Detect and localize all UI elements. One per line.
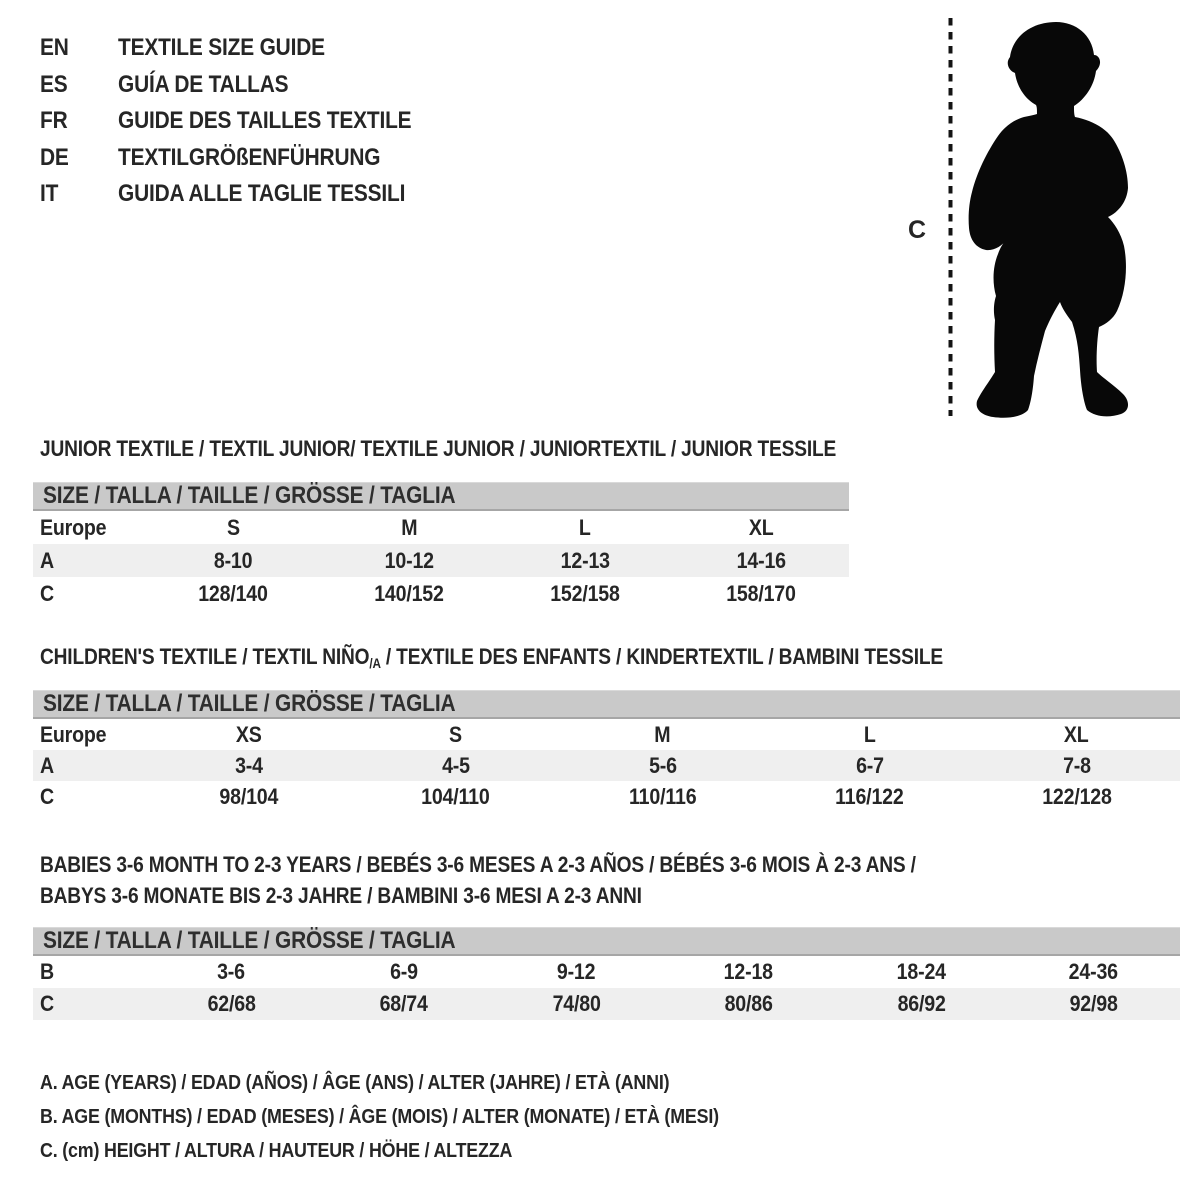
size-cell: 140/152	[374, 580, 444, 606]
row-label: Europe	[40, 721, 107, 747]
row-label: C	[40, 991, 54, 1016]
guide-title-es: GUÍA DE TALLAS	[118, 70, 289, 98]
children-title-prefix: CHILDREN'S TEXTILE / TEXTIL NIÑO	[40, 644, 370, 669]
size-cell: 7-8	[1062, 752, 1091, 778]
table-row	[33, 956, 1180, 988]
language-row-it	[40, 176, 455, 213]
row-label: C	[40, 783, 54, 809]
size-header-label: SIZE / TALLA / TAILLE / GRÖSSE / TAGLIA	[43, 927, 456, 954]
size-cell: 128/140	[198, 580, 268, 606]
legend	[40, 1066, 820, 1168]
size-cell: M	[400, 514, 418, 540]
size-cell: 122/128	[1041, 783, 1112, 809]
size-cell: 3-6	[217, 959, 246, 984]
legend-line-a: A. AGE (YEARS) / EDAD (AÑOS) / ÂGE (ANS) / ALTER (JAHRE) / ETÀ (ANNI)	[40, 1071, 670, 1094]
size-cell: 74/80	[552, 991, 601, 1016]
size-header-bar	[33, 482, 849, 511]
size-cell: 5-6	[648, 752, 677, 778]
height-measurement-figure	[905, 10, 1165, 430]
table-row	[33, 511, 849, 544]
size-cell: 116/122	[835, 783, 904, 809]
junior-section-title	[40, 433, 955, 464]
size-cell: 8-10	[213, 547, 253, 573]
size-cell: 68/74	[379, 991, 428, 1016]
language-row-fr	[40, 103, 455, 140]
size-cell: XL	[1064, 721, 1089, 747]
children-section-title	[40, 641, 1078, 679]
row-label: A	[40, 752, 54, 778]
size-cell: 14-16	[736, 547, 786, 573]
size-cell: 12-13	[560, 547, 610, 573]
babies-size-table	[33, 927, 1180, 1020]
size-cell: 6-9	[389, 959, 418, 984]
height-line-label: C	[908, 216, 926, 244]
size-cell: 4-5	[441, 752, 470, 778]
table-row	[33, 781, 1180, 812]
babies-title-line2: BABYS 3-6 MONATE BIS 2-3 JAHRE / BAMBINI 3-6 MESI A 2-3 ANNI	[40, 883, 642, 908]
row-label: C	[40, 580, 54, 606]
language-title-list	[40, 30, 455, 213]
size-cell: 10-12	[384, 547, 434, 573]
size-cell: 110/116	[628, 783, 697, 809]
size-cell: 104/110	[421, 783, 490, 809]
size-cell: L	[579, 514, 591, 540]
size-cell: S	[449, 721, 462, 747]
children-title-suffix: / TEXTILE DES ENFANTS / KINDERTEXTIL / BAMBINI TESSILE	[380, 644, 943, 669]
size-cell: 98/104	[219, 783, 278, 809]
size-cell: M	[654, 721, 671, 747]
children-size-table	[33, 690, 1180, 812]
size-cell: 152/158	[550, 580, 620, 606]
size-cell: 9-12	[557, 959, 596, 984]
language-code: FR	[40, 107, 68, 135]
language-code: EN	[40, 34, 69, 62]
size-cell: L	[863, 721, 876, 747]
size-header-label: SIZE / TALLA / TAILLE / GRÖSSE / TAGLIA	[43, 482, 456, 509]
table-row	[33, 719, 1180, 750]
table-row	[33, 750, 1180, 781]
language-row-de	[40, 140, 455, 177]
babies-title-line1: BABIES 3-6 MONTH TO 2-3 YEARS / BEBÉS 3-6 MESES A 2-3 AÑOS / BÉBÉS 3-6 MOIS À 2-3 ANS /	[40, 852, 916, 877]
size-cell: 80/86	[724, 991, 773, 1016]
size-cell: 158/170	[726, 580, 796, 606]
language-row-en	[40, 30, 455, 67]
junior-size-table	[33, 482, 849, 610]
size-cell: 86/92	[897, 991, 946, 1016]
legend-line-b: B. AGE (MONTHS) / EDAD (MESES) / ÂGE (MOIS) / ALTER (MONATE) / ETÀ (MESI)	[40, 1105, 719, 1128]
size-cell: 92/98	[1069, 991, 1118, 1016]
table-row	[33, 577, 849, 610]
size-cell: 6-7	[855, 752, 884, 778]
guide-title-fr: GUIDE DES TAILLES TEXTILE	[118, 107, 412, 135]
row-label: B	[40, 959, 54, 984]
size-header-bar	[33, 927, 1180, 956]
table-row	[33, 544, 849, 577]
table-row	[33, 988, 1180, 1020]
size-header-label: SIZE / TALLA / TAILLE / GRÖSSE / TAGLIA	[43, 690, 456, 717]
guide-title-it: GUIDA ALLE TAGLIE TESSILI	[118, 180, 406, 208]
size-cell: 3-4	[234, 752, 263, 778]
size-cell: 62/68	[207, 991, 256, 1016]
baby-silhouette	[969, 22, 1128, 418]
row-label: Europe	[40, 514, 107, 540]
size-cell: S	[226, 514, 240, 540]
row-label: A	[40, 547, 54, 573]
babies-section-title	[40, 849, 1047, 911]
size-cell: 24-36	[1069, 959, 1119, 984]
children-title-subscript: /A	[369, 656, 381, 671]
size-cell: XL	[748, 514, 774, 540]
size-cell: XS	[235, 721, 262, 747]
language-code: IT	[40, 180, 59, 208]
guide-title-de: TEXTILGRÖßENFÜHRUNG	[118, 143, 381, 171]
size-cell: 12-18	[724, 959, 774, 984]
language-code: ES	[40, 70, 68, 98]
language-code: DE	[40, 143, 69, 171]
legend-line-c: C. (cm) HEIGHT / ALTURA / HAUTEUR / HÖHE / ALTEZZA	[40, 1139, 513, 1162]
size-header-bar	[33, 690, 1180, 719]
guide-title-en: TEXTILE SIZE GUIDE	[118, 34, 325, 62]
language-row-es	[40, 67, 455, 104]
size-cell: 18-24	[896, 959, 946, 984]
toddler-silhouette-graphic	[905, 10, 1165, 430]
junior-section-title-text: JUNIOR TEXTILE / TEXTIL JUNIOR/ TEXTILE JUNIOR / JUNIORTEXTIL / JUNIOR TESSILE	[40, 436, 837, 461]
